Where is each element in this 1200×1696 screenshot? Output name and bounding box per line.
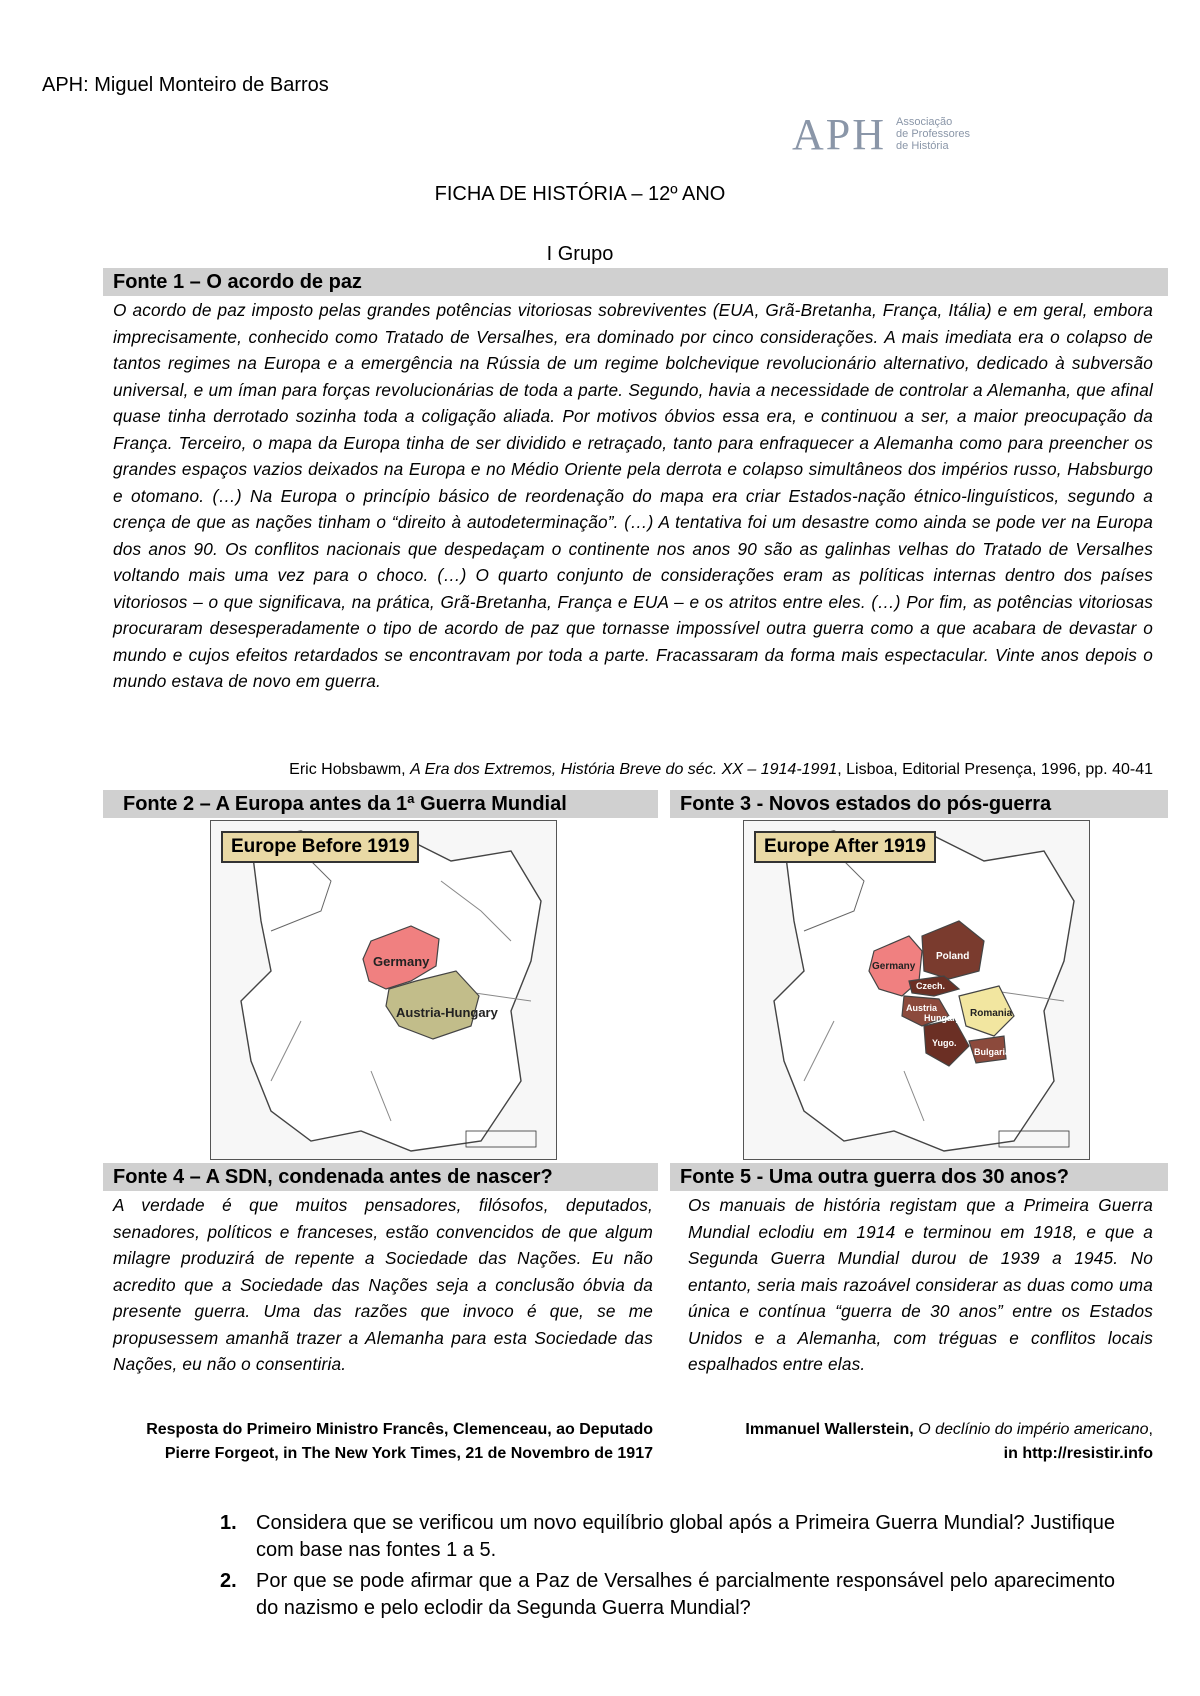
source5-text: Os manuais de história registam que a Primeira Guerra Mundial eclodiu em 1914 e terminou em 1918, e que a Segunda Guerra Mundial durou de 1939 a 1945. No entanto, seria mais razoável considerar as duas como uma única e contínua “guerra de 30 anos” entre os Estados Unidos e a Alemanha, com tréguas e conflitos locais espalhados entre elas. xyxy=(688,1195,1153,1374)
source5-citation: Immanuel Wallerstein, O declínio do império americano, in http://resistir.info xyxy=(745,1421,1153,1462)
source1-heading: Fonte 1 – O acordo de paz xyxy=(103,268,1168,296)
source5-link: in http://resistir.info xyxy=(1003,1445,1153,1462)
source5-heading: Fonte 5 - Uma outra guerra dos 30 anos? xyxy=(670,1163,1168,1191)
svg-text:Germany: Germany xyxy=(872,961,916,972)
label-germany: Germany xyxy=(373,954,430,969)
question-item: 1. Considera que se verificou um novo equilíbrio global após a Primeira Guerra Mundial? Justifique com base nas fontes 1 a 5. xyxy=(220,1512,1115,1561)
page-title: FICHA DE HISTÓRIA – 12º ANO xyxy=(434,183,726,205)
map-after-svg xyxy=(744,821,1089,1159)
map-europe-before-1919 xyxy=(210,820,557,1160)
source3-heading: Fonte 3 - Novos estados do pós-guerra xyxy=(670,790,1168,818)
svg-text:Yugo.: Yugo. xyxy=(932,1038,957,1048)
source1-citation: Eric Hobsbawm, A Era dos Extremos, História Breve do séc. XX – 1914-1991, Lisboa, Editorial Presença, 1996, pp. 40-41 xyxy=(289,761,1153,778)
svg-text:Romania: Romania xyxy=(970,1008,1013,1019)
aph-logo xyxy=(792,108,970,160)
map-before-svg xyxy=(211,821,556,1159)
svg-text:Austria: Austria xyxy=(906,1003,938,1013)
source4-text: A verdade é que muitos pensadores, filósofos, deputados, senadores, políticos e franceses, estão convencidos de que algum milagre produzirá de repente a Sociedade das Nações. Eu não acredito que a Sociedade das Nações seja a conclusão óbvia da presente guerra. Uma das razões que invoco é que, se me propusessem amanhã trazer a Alemanha para esta Sociedade das Nações, eu não o consentiria. xyxy=(113,1195,653,1374)
source4-citation: Resposta do Primeiro Ministro Francês, Clemenceau, ao Deputado Pierre Forgeot, in The New York Times, 21 de Novembro de 1917 xyxy=(146,1421,653,1462)
group-heading: I Grupo xyxy=(546,243,614,265)
question-item: 2. Por que se pode afirmar que a Paz de Versalhes é parcialmente responsável pelo aparecimento do nazismo e pelo eclodir da Segunda Guerra Mundial? xyxy=(220,1570,1115,1619)
svg-text:Hungary: Hungary xyxy=(924,1013,961,1023)
map-before-title: Europe Before 1919 xyxy=(221,831,419,863)
source1-text: O acordo de paz imposto pelas grandes potências vitoriosas sobreviventes (EUA, Grã-Bretanha, França, Itália) e em geral, embora imprecisamente, conhecido como Tratado de Versalhes, era dominado por cinco considerações. A mais imediata era o colapso de tantos regimes na Europa e a emergência na Rússia de um regime bolchevique revolucionário alternativo, dedicado à subversão universal, e um íman para forças revolucionárias de toda a parte. Segundo, havia a necessidade de controlar a Alemanha, que afinal quase tinha derrotado sozinha toda a coligação aliada. Por motivos óbvios essa era, e continuou a ser, a maior preocupação da França. Terceiro, o mapa da Europa tinha de ser dividido e retraçado, tanto para enfraquecer a Alemanha como para preencher os grandes espaços vazios deixados na Europa e no Médio Oriente pela derrota e colapso simultâneos dos impérios russo, Habsburgo e otomano. (…) Na Europa o princípio básico de reordenação do mapa era criar Estados-nação étnico-linguísticos, segundo a crença de que as nações tinham o “direito à autodeterminação”. (…) A tentativa foi um desastre como ainda se pode ver na Europa dos anos 90. Os conflitos nacionais que despedaçam o continente nos anos 90 são as galinhas velhas do Tratado de Versalhes voltando mais uma vez para o choco. (…) O quarto conjunto de considerações eram as políticas internas dentro dos países vitoriosos – o que significava, na prática, Grã-Bretanha, França e EUA – e os atritos entre eles. (…) Por fim, as potências vitoriosas procuraram desesperadamente o tipo de acordo de paz que tornasse impossível outra guerra como a que acabara de devastar o mundo e cujos efeitos retardados se encontravam por toda a parte. Fracassaram da forma mais espectacular. Vinte anos depois o mundo estava de novo em guerra. xyxy=(113,300,1153,691)
logo-subtitle: Associação de Professores de História xyxy=(896,116,971,152)
author-line: APH: Miguel Monteiro de Barros xyxy=(42,74,329,96)
source4-heading: Fonte 4 – A SDN, condenada antes de nascer? xyxy=(103,1163,658,1191)
map-after-title: Europe After 1919 xyxy=(754,831,936,863)
label-austria-hungary: Austria-Hungary xyxy=(396,1005,498,1020)
logo-mark: APH xyxy=(792,109,887,159)
svg-text:Czech.: Czech. xyxy=(916,981,946,991)
source2-heading: Fonte 2 – A Europa antes da 1ª Guerra Mundial xyxy=(103,790,658,818)
svg-text:Bulgaria: Bulgaria xyxy=(974,1047,1011,1057)
question-list xyxy=(220,1510,1115,1626)
svg-text:Poland: Poland xyxy=(936,951,970,962)
map-europe-after-1919 xyxy=(743,820,1090,1160)
